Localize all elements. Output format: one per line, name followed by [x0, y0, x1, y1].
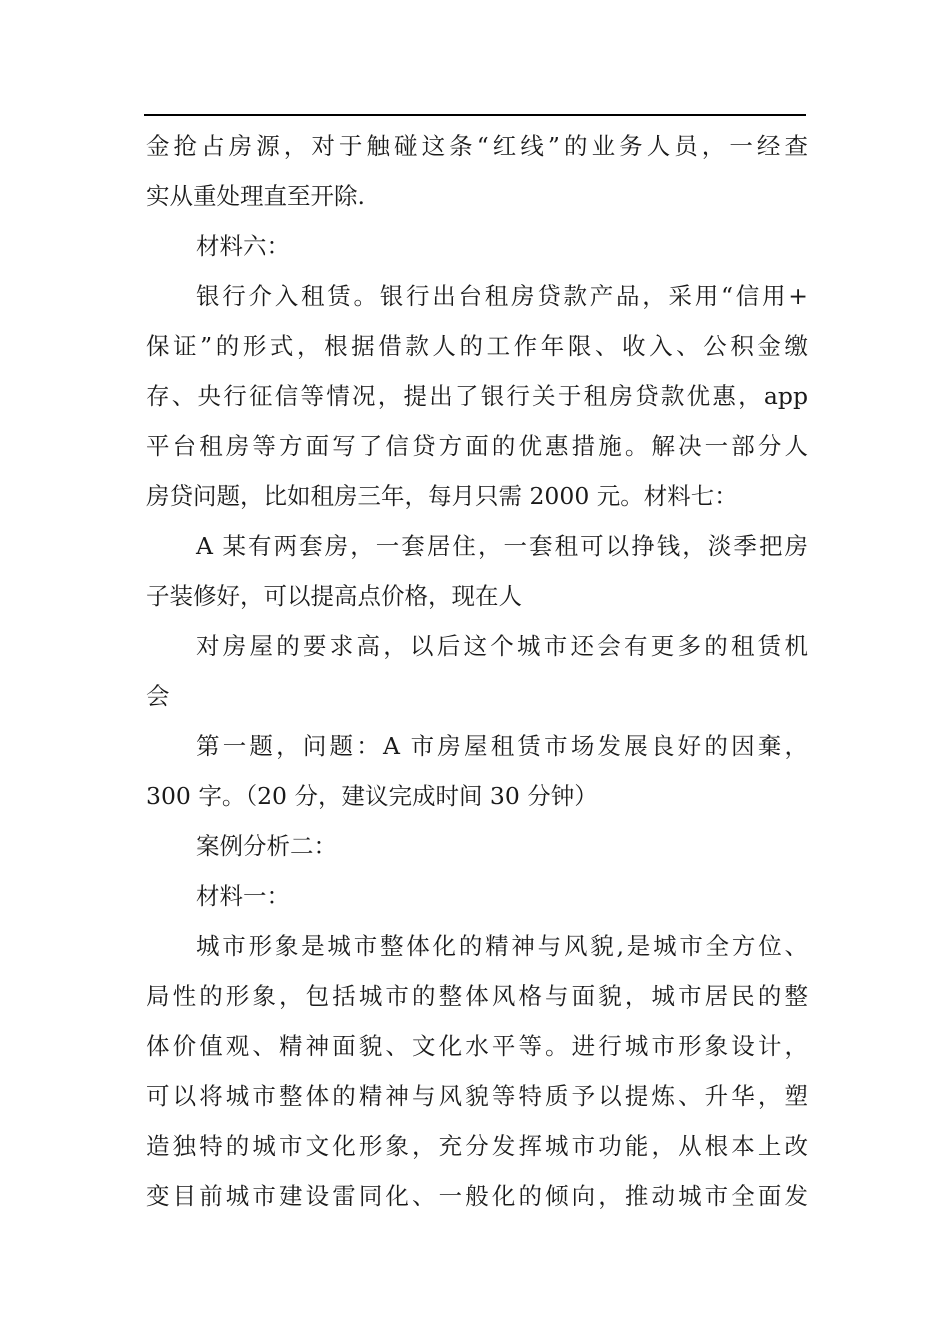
text-line: 造独特的城市文化形象，充分发挥城市功能，从根本上改	[146, 1132, 808, 1160]
text-line: 变目前城市建设雷同化、一般化的倾向，推动城市全面发	[146, 1182, 808, 1210]
text-line: 金抢占房源，对于触碰这条“红线”的业务人员，一经查	[146, 132, 808, 160]
section-heading: 材料一：	[196, 882, 290, 910]
text-line: 保证”的形式，根据借款人的工作年限、收入、公积金缴	[146, 332, 808, 360]
text-line: 可以将城市整体的精神与风貌等特质予以提炼、升华，塑	[146, 1082, 808, 1110]
text-line: 房贷问题，比如租房三年，每月只需 2000 元。材料七：	[146, 482, 738, 510]
text-line: 城市形象是城市整体化的精神与风貌,是城市全方位、	[196, 932, 808, 960]
text-line: 300 字。（20 分，建议完成时间 30 分钟）	[146, 782, 598, 810]
text-line: 对房屋的要求高，以后这个城市还会有更多的租赁机	[196, 632, 808, 660]
text-line: 平台租房等方面写了信贷方面的优惠措施。解决一部分人	[146, 432, 808, 460]
header-rule	[144, 114, 806, 116]
text-line: 银行介入租赁。银行出台租房贷款产品，采用“信用+	[196, 282, 808, 310]
text-line: 实从重处理直至开除.	[146, 182, 365, 210]
text-line: 体价值观、精神面貌、文化水平等。进行城市形象设计，	[146, 1032, 808, 1060]
text-line: 子装修好，可以提高点价格，现在人	[146, 582, 522, 610]
text-line: 会	[146, 682, 170, 710]
text-line: 局性的形象，包括城市的整体风格与面貌，城市居民的整	[146, 982, 808, 1010]
text-line: 存、央行征信等情况，提出了银行关于租房贷款优惠，app	[146, 382, 808, 410]
section-heading: 案例分析二：	[196, 832, 337, 860]
text-line: 第一题，问题：A 市房屋租赁市场发展良好的因棄，	[196, 732, 808, 760]
text-line: A 某有两套房，一套居住，一套租可以挣钱，淡季把房	[196, 532, 808, 560]
section-heading: 材料六：	[196, 232, 290, 260]
